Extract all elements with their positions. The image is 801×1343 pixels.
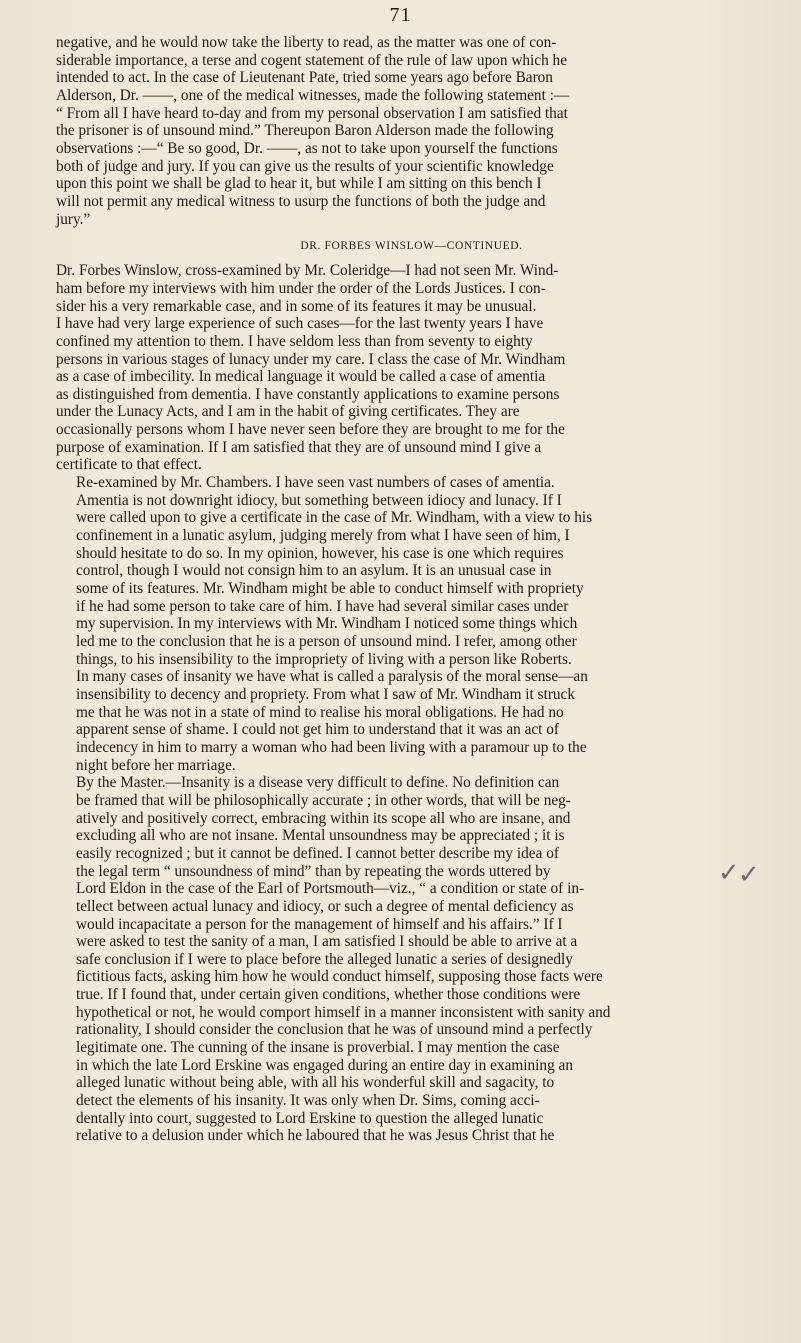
text-line: In many cases of insanity we have what is called a paralysis of the moral sense—an	[76, 668, 588, 686]
text-line: I have had very large experience of such cases—for the last twenty years I have	[56, 315, 544, 333]
text-line: siderable importance, a terse and cogent statement of the rule of law upon which he	[56, 51, 567, 69]
text-line: both of judge and jury. If you can give us the results of your scientific knowledge	[56, 157, 554, 175]
text-line: be framed that will be philosophically accurate ; in other words, that will be neg-	[76, 791, 571, 809]
body-text	[56, 262, 767, 1145]
text-line: were called upon to give a certificate in the case of Mr. Windham, with a view to his	[76, 509, 593, 527]
text-line: apparent sense of shame. I could not get him to understand that it was an act of	[76, 721, 559, 739]
text-line: safe conclusion if I were to place before the alleged lunatic a series of designedly	[76, 950, 573, 968]
text-line: the prisoner is of unsound mind.” Thereupon Baron Alderson made the following	[56, 122, 554, 140]
text-line: alleged lunatic without being able, with all his wonderful skill and sagacity, to	[76, 1074, 555, 1092]
text-line: some of its features. Mr. Windham might be able to conduct himself with propriety	[76, 580, 584, 598]
text-line: were asked to test the sanity of a man, I am satisfied I should be able to arrive at a	[76, 933, 578, 951]
text-line: insensibility to decency and propriety. From what I saw of Mr. Windham it struck	[76, 685, 575, 703]
margin-pencil-mark: ✓	[718, 858, 740, 887]
text-line: fictitious facts, asking him how he would conduct himself, supposing those facts were	[76, 968, 603, 986]
paragraph	[56, 262, 767, 474]
text-line: me that he was not in a state of mind to realise his moral obligations. He had no	[76, 703, 564, 721]
text-line: upon this point we shall be glad to hear it, but while I am sitting on this bench I	[56, 175, 542, 193]
text-line: the legal term “ unsoundness of mind” than by repeating the words uttered by	[76, 862, 551, 880]
text-line: my supervision. In my interviews with Mr. Windham I noticed some things which	[76, 615, 578, 633]
text-line: Amentia is not downright idiocy, but something between idiocy and lunacy. If I	[76, 491, 562, 509]
text-line: control, though I would not consign him to an asylum. It is an unusual case in	[76, 562, 552, 580]
text-line: Lord Eldon in the case of the Earl of Portsmouth—viz., “ a condition or state of in-	[76, 880, 585, 898]
text-line: atively and positively correct, embracing within its scope all who are insane, and	[76, 809, 571, 827]
text-line: if he had some person to take care of him. I have had several similar cases under	[76, 597, 569, 615]
margin-pencil-mark: ✓	[738, 860, 760, 889]
text-line: By the Master.—Insanity is a disease very difficult to define. No definition can	[76, 774, 560, 792]
text-line: confined my attention to them. I have seldom less than from seventy to eighty	[56, 332, 533, 350]
text-line: easily recognized ; but it cannot be defined. I cannot better describe my idea of	[76, 844, 559, 862]
text-line: as distinguished from dementia. I have constantly applications to examine persons	[56, 385, 560, 403]
text-line: tellect between actual lunacy and idiocy, or such a degree of mental deficiency as	[76, 897, 574, 915]
text-line: jury.”	[56, 210, 91, 228]
text-line: ham before my interviews with him under the order of the Lords Justices. I con-	[56, 279, 546, 297]
text-line: “ From all I have heard to-day and from my personal observation I am satisfied that	[56, 104, 568, 122]
section-heading: DR. FORBES WINSLOW—CONTINUED.	[300, 240, 523, 253]
text-line: observations :—“ Be so good, Dr. ——, as not to take upon yourself the functions	[56, 139, 558, 157]
opening-paragraph	[56, 34, 767, 228]
text-line: under the Lunacy Acts, and I am in the habit of giving certificates. They are	[56, 403, 520, 421]
text-line: sider his a very remarkable case, and in some of its features it may be unusual.	[56, 297, 537, 315]
text-line: things, to his insensibility to the impropriety of living with a person like Roberts.	[76, 650, 572, 668]
text-line: as a case of imbecility. In medical language it would be called a case of amentia	[56, 368, 546, 386]
page-number: 71	[389, 4, 412, 26]
text-line: certificate to that effect.	[56, 456, 202, 474]
text-line: led me to the conclusion that he is a person of unsound mind. I refer, among other	[76, 633, 577, 650]
text-line: would incapacitate a person for the management of himself and his affairs.” If I	[76, 915, 563, 933]
text-line: hypothetical or not, he would comport himself in a manner inconsistent with sanity and	[76, 1003, 611, 1021]
text-line: will not permit any medical witness to usurp the functions of both the judge and	[56, 192, 546, 210]
text-line: Re-examined by Mr. Chambers. I have seen vast numbers of cases of amentia.	[76, 474, 555, 492]
text-line: true. If I found that, under certain given conditions, whether those conditions were	[76, 986, 581, 1004]
text-line: intended to act. In the case of Lieutenant Pate, tried some years ago before Baron	[56, 69, 553, 87]
text-line: excluding all who are not insane. Mental unsoundness may be appreciated ; it is	[76, 827, 565, 845]
text-line: in which the late Lord Erskine was engaged during an entire day in examining an	[76, 1056, 573, 1074]
text-line: persons in various stages of lunacy under my care. I class the case of Mr. Windham	[56, 350, 566, 368]
text-line: detect the elements of his insanity. It was only when Dr. Sims, coming acci-	[76, 1092, 540, 1110]
text-line: dentally into court, suggested to Lord Erskine to question the alleged lunatic	[76, 1109, 544, 1127]
text-line: legitimate one. The cunning of the insane is proverbial. I may mention the case	[76, 1039, 560, 1057]
text-line: occasionally persons whom I have never seen before they are brought to me for the	[56, 421, 565, 439]
text-line: relative to a delusion under which he laboured that he was Jesus Christ that he	[76, 1127, 555, 1145]
text-line: Alderson, Dr. ——, one of the medical witnesses, made the following statement :—	[56, 86, 570, 104]
text-line: Dr. Forbes Winslow, cross-examined by Mr. Coleridge—I had not seen Mr. Wind-	[56, 262, 559, 280]
text-line: confinement in a lunatic asylum, judging merely from what I have seen of him, I	[76, 527, 570, 545]
text-line: indecency in him to marry a woman who had been living with a paramour up to the	[76, 738, 587, 756]
text-line: rationality, I should consider the conclusion that he was of unsound mind a perfectly	[76, 1021, 593, 1039]
paragraph	[56, 474, 767, 774]
text-line: should hesitate to do so. In my opinion, however, his case is one which requires	[76, 544, 564, 562]
text-line: night before her marriage.	[76, 756, 236, 774]
text-line: negative, and he would now take the liberty to read, as the matter was one of con-	[56, 34, 557, 51]
paragraph	[56, 774, 767, 1145]
paragraph	[56, 34, 767, 228]
text-line: purpose of examination. If I am satisfied that they are of unsound mind I give a	[56, 438, 542, 456]
